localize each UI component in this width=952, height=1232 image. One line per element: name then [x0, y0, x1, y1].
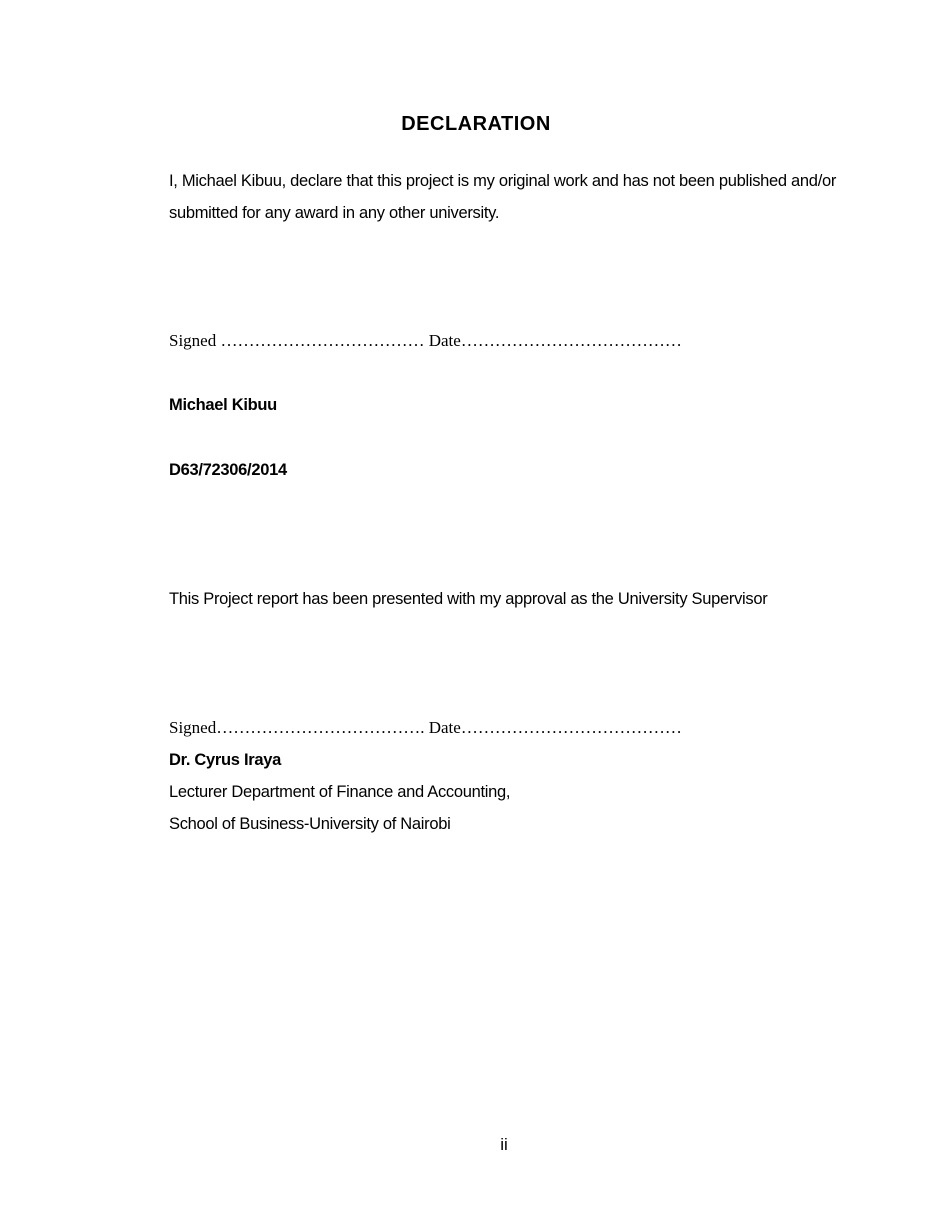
supervisor-approval-statement: This Project report has been presented with my approval as the University Supervisor: [169, 590, 768, 608]
student-signature-line: Signed ……………………………… Date…………………………………: [169, 331, 682, 350]
student-registration-number: D63/72306/2014: [169, 461, 287, 479]
page-title: DECLARATION: [401, 113, 551, 135]
page-number: ii: [500, 1135, 508, 1154]
supervisor-name: Dr. Cyrus Iraya: [169, 751, 281, 769]
supervisor-signature-line: Signed………………………………. Date…………………………………: [169, 718, 682, 737]
supervisor-title: Lecturer Department of Finance and Accounting,: [169, 783, 511, 801]
supervisor-school: School of Business-University of Nairobi: [169, 815, 451, 833]
student-declaration-text: I, Michael Kibuu, declare that this project is my original work and has not been published and/or submitted for any award in any other university.: [169, 172, 837, 222]
student-name: Michael Kibuu: [169, 396, 277, 414]
